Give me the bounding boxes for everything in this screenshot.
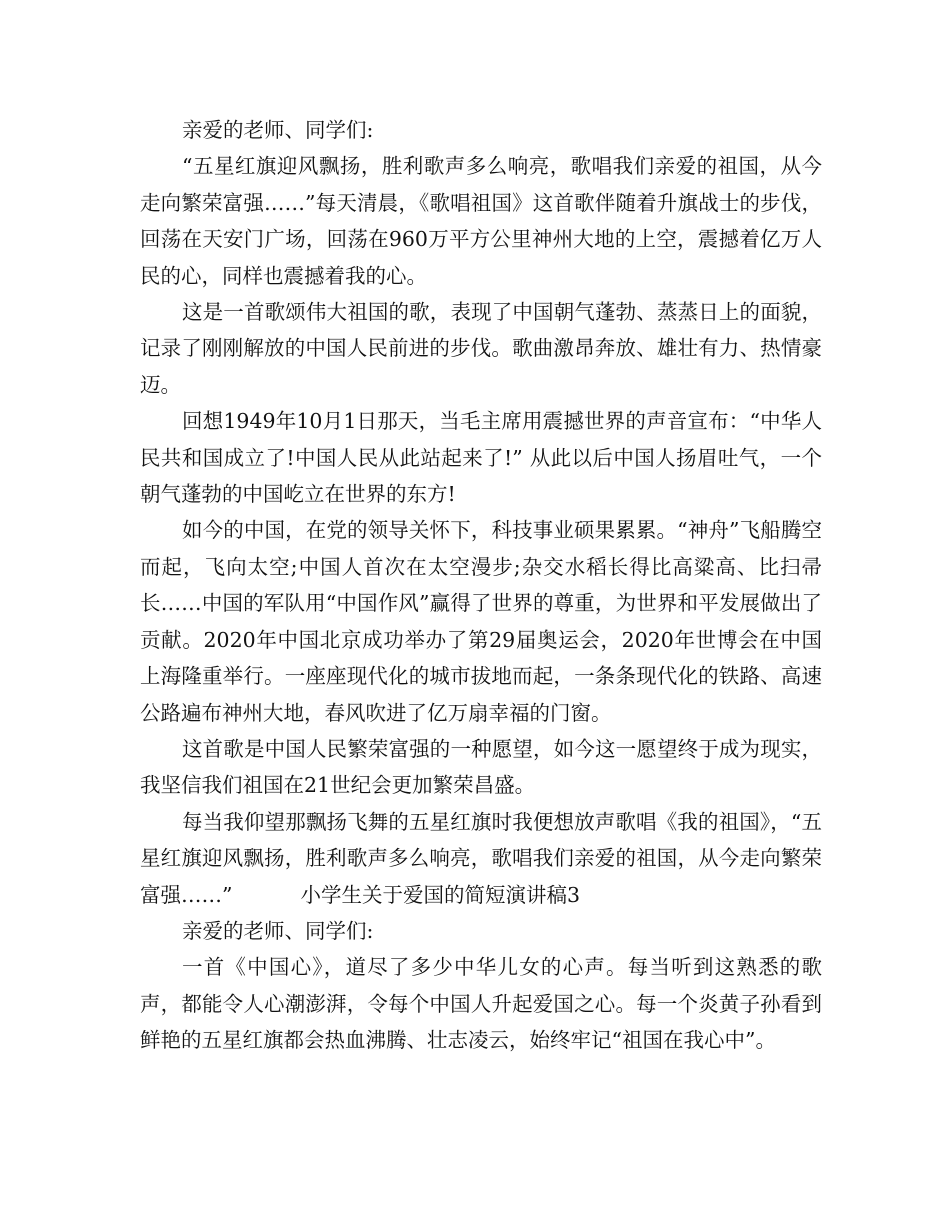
document-body	[140, 112, 822, 1059]
paragraph-closing	[140, 804, 822, 913]
paragraph-song-intro: “五星红旗迎风飘扬，胜利歌声多么响亮，歌唱我们亲爱的祖国，从今走向繁荣富强……”每天清晨，《歌唱祖国》这首歌伴随着升旗战士的步伐，回荡在天安门广场，回荡在960万平方公里神州大地的上空，震撼着亿万人民的心，同样也震撼着我的心。	[140, 154, 822, 288]
paragraph-china-heart: 一首《中国心》，道尽了多少中华儿女的心声。每当听到这熟悉的歌声，都能令人心潮澎湃，令每个中国人升起爱国之心。每一个炎黄子孙看到鲜艳的五星红旗都会热血沸腾、壮志凌云，始终牢记“祖国在我心中”。	[140, 955, 822, 1053]
paragraph-achievements: 如今的中国，在党的领导关怀下，科技事业硕果累累。“神舟”飞船腾空而起，飞向太空;中国人首次在太空漫步;杂交水稻长得比高粱高、比扫帚长……中国的军队用“中国作风”赢得了世界的尊重，为世界和平发展做出了贡献。2020年中国北京成功举办了第29届奥运会，2020年世博会在中国上海隆重举行。一座座现代化的城市拔地而起，一条条现代化的铁路、高速公路遍布神州大地，春风吹进了亿万扇幸福的门窗。	[140, 518, 822, 725]
closing-text: 每当我仰望那飘扬飞舞的五星红旗时我便想放声歌唱《我的祖国》，“五星红旗迎风飘扬，胜利歌声多么响亮，歌唱我们亲爱的祖国，从今走向繁荣富强……”	[140, 809, 822, 907]
salutation: 亲爱的老师、同学们:	[182, 118, 374, 142]
paragraph-wish: 这首歌是中国人民繁荣富强的一种愿望，如今这一愿望终于成为现实，我坚信我们祖国在21世纪会更加繁荣昌盛。	[140, 736, 822, 798]
section-heading: 小学生关于爱国的简短演讲稿3	[300, 882, 581, 907]
paragraph-founding-day: 回想1949年10月1日那天，当毛主席用震撼世界的声音宣布：“中华人民共和国成立了!中国人民从此站起来了!” 从此以后中国人扬眉吐气，一个朝气蓬勃的中国屹立在世界的东方!	[140, 409, 822, 507]
paragraph-song-description: 这是一首歌颂伟大祖国的歌，表现了中国朝气蓬勃、蒸蒸日上的面貌，记录了刚刚解放的中国人民前进的步伐。歌曲激昂奔放、雄壮有力、热情豪迈。	[140, 300, 822, 397]
salutation-2: 亲爱的老师、同学们:	[182, 918, 374, 943]
